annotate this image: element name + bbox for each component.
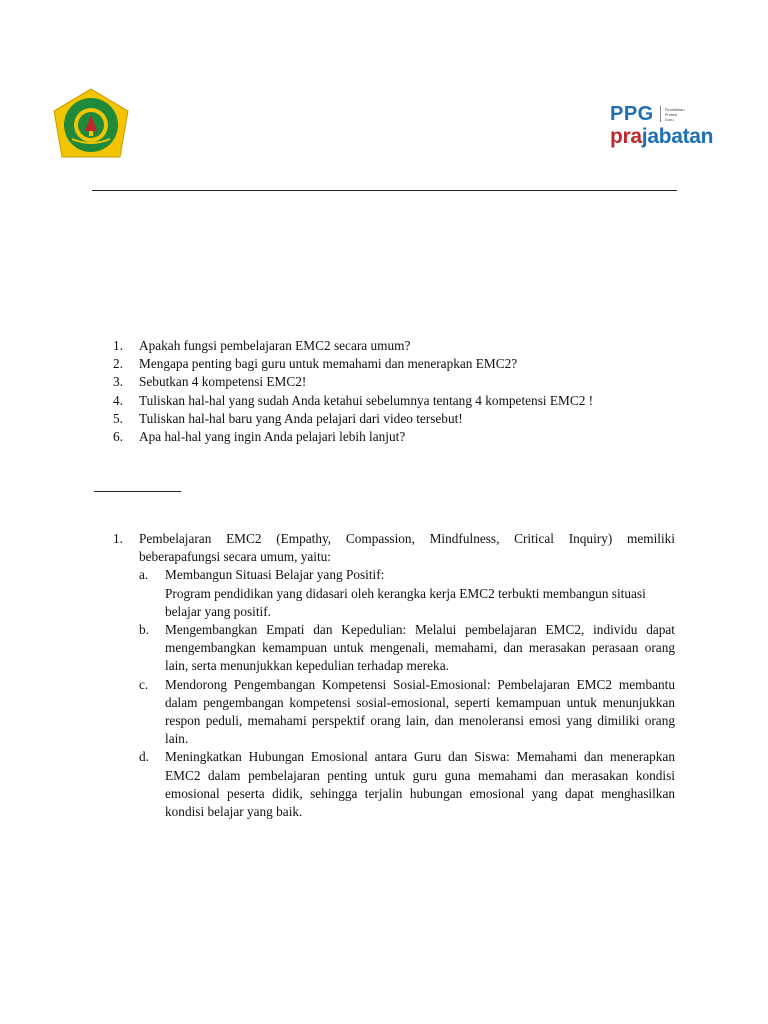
question-number: 3. bbox=[113, 374, 123, 390]
question-list bbox=[113, 337, 673, 446]
question-text: Apakah fungsi pembelajaran EMC2 secara umum? bbox=[139, 338, 411, 353]
answer-section bbox=[113, 530, 675, 821]
jabatan-text: jabatan bbox=[641, 125, 714, 148]
subitem-letter: c. bbox=[139, 676, 149, 692]
logo-divider bbox=[660, 106, 661, 122]
ppg-prajabatan-logo bbox=[610, 103, 730, 153]
subitem-text: Meningkatkan Hubungan Emosional antara Guru dan Siswa: Memahami dan menerapkan EMC2 dalam pembelajaran penting untuk guru guna memahami dan merasakan kondisi emosional peserta didik, sehingga terjalin hubungan emosional yang dapat menghasilkan kondisi belajar yang baik. bbox=[165, 749, 675, 820]
answer-number: 1. bbox=[113, 531, 123, 546]
question-number: 2. bbox=[113, 356, 123, 372]
section-divider bbox=[94, 491, 181, 492]
question-text: Tuliskan hal-hal yang sudah Anda ketahui sebelumnya tentang 4 kompetensi EMC2 ! bbox=[139, 392, 594, 408]
question-item bbox=[113, 373, 673, 391]
question-item bbox=[113, 392, 673, 410]
question-number: 5. bbox=[113, 410, 123, 426]
answer-subitem-c bbox=[139, 676, 675, 749]
pra-text: pra bbox=[610, 125, 642, 148]
question-item bbox=[113, 337, 673, 355]
header-divider bbox=[92, 190, 677, 191]
subitem-letter: b. bbox=[139, 622, 149, 638]
ppg-subtitle-line: Guru bbox=[664, 116, 674, 122]
question-item bbox=[113, 428, 673, 446]
ppg-subtitle bbox=[665, 107, 685, 122]
subitem-text: Mengembangkan Empati dan Kepedulian: Melalui pembelajaran EMC2, individu dapat mengembangkan kemampuan untuk mengenali, memahami, dan merasakan perasaan orang lain, serta menunjukkan kepedulian terhadap mereka. bbox=[165, 622, 675, 674]
answer-subitem-b bbox=[139, 621, 675, 676]
prajabatan-wordmark bbox=[610, 125, 730, 149]
answer-item bbox=[113, 530, 675, 821]
question-text: Tuliskan hal-hal baru yang Anda pelajari dari video tersebut! bbox=[139, 410, 463, 426]
question-text: Mengapa penting bagi guru untuk memahami dan menerapkan EMC2? bbox=[139, 356, 518, 372]
subitem-letter: a. bbox=[139, 567, 149, 583]
university-emblem-logo bbox=[50, 87, 132, 163]
ppg-subtitle-line: Profesi bbox=[664, 111, 678, 117]
subitem-text: Mendorong Pengembangan Kompetensi Sosial-Emosional: Pembelajaran EMC2 membantu dalam pengembangan kompetensi sosial-emosional, seperti kemampuan untuk menunjukkan respon peduli, memahami perspektif orang lain, dan menoleransi emosi yang dimiliki orang lain. bbox=[165, 676, 675, 747]
answer-subitem-a bbox=[139, 566, 675, 621]
answer-intro: Pembelajaran EMC2 (Empathy, Compassion, Mindfulness, Critical Inquiry) memiliki beberapafungsi secara umum, yaitu: bbox=[139, 531, 675, 565]
answer-subitem-d bbox=[139, 748, 675, 821]
question-item bbox=[113, 410, 673, 428]
subitem-title: Membangun Situasi Belajar yang Positif: bbox=[165, 567, 385, 583]
question-number: 4. bbox=[113, 392, 123, 408]
question-number: 6. bbox=[113, 429, 123, 445]
ppg-wordmark: PPG bbox=[610, 103, 654, 125]
subitem-body: Program pendidikan yang didasari oleh kerangka kerja EMC2 terbukti membangun situasi belajar yang positif. bbox=[165, 585, 646, 619]
question-text: Apa hal-hal yang ingin Anda pelajari lebih lanjut? bbox=[139, 429, 406, 445]
question-number: 1. bbox=[113, 338, 123, 353]
question-text: Sebutkan 4 kompetensi EMC2! bbox=[139, 374, 307, 390]
subitem-letter: d. bbox=[139, 749, 149, 765]
ppg-subtitle-line: Pendidikan bbox=[664, 106, 685, 112]
question-item bbox=[113, 355, 673, 373]
